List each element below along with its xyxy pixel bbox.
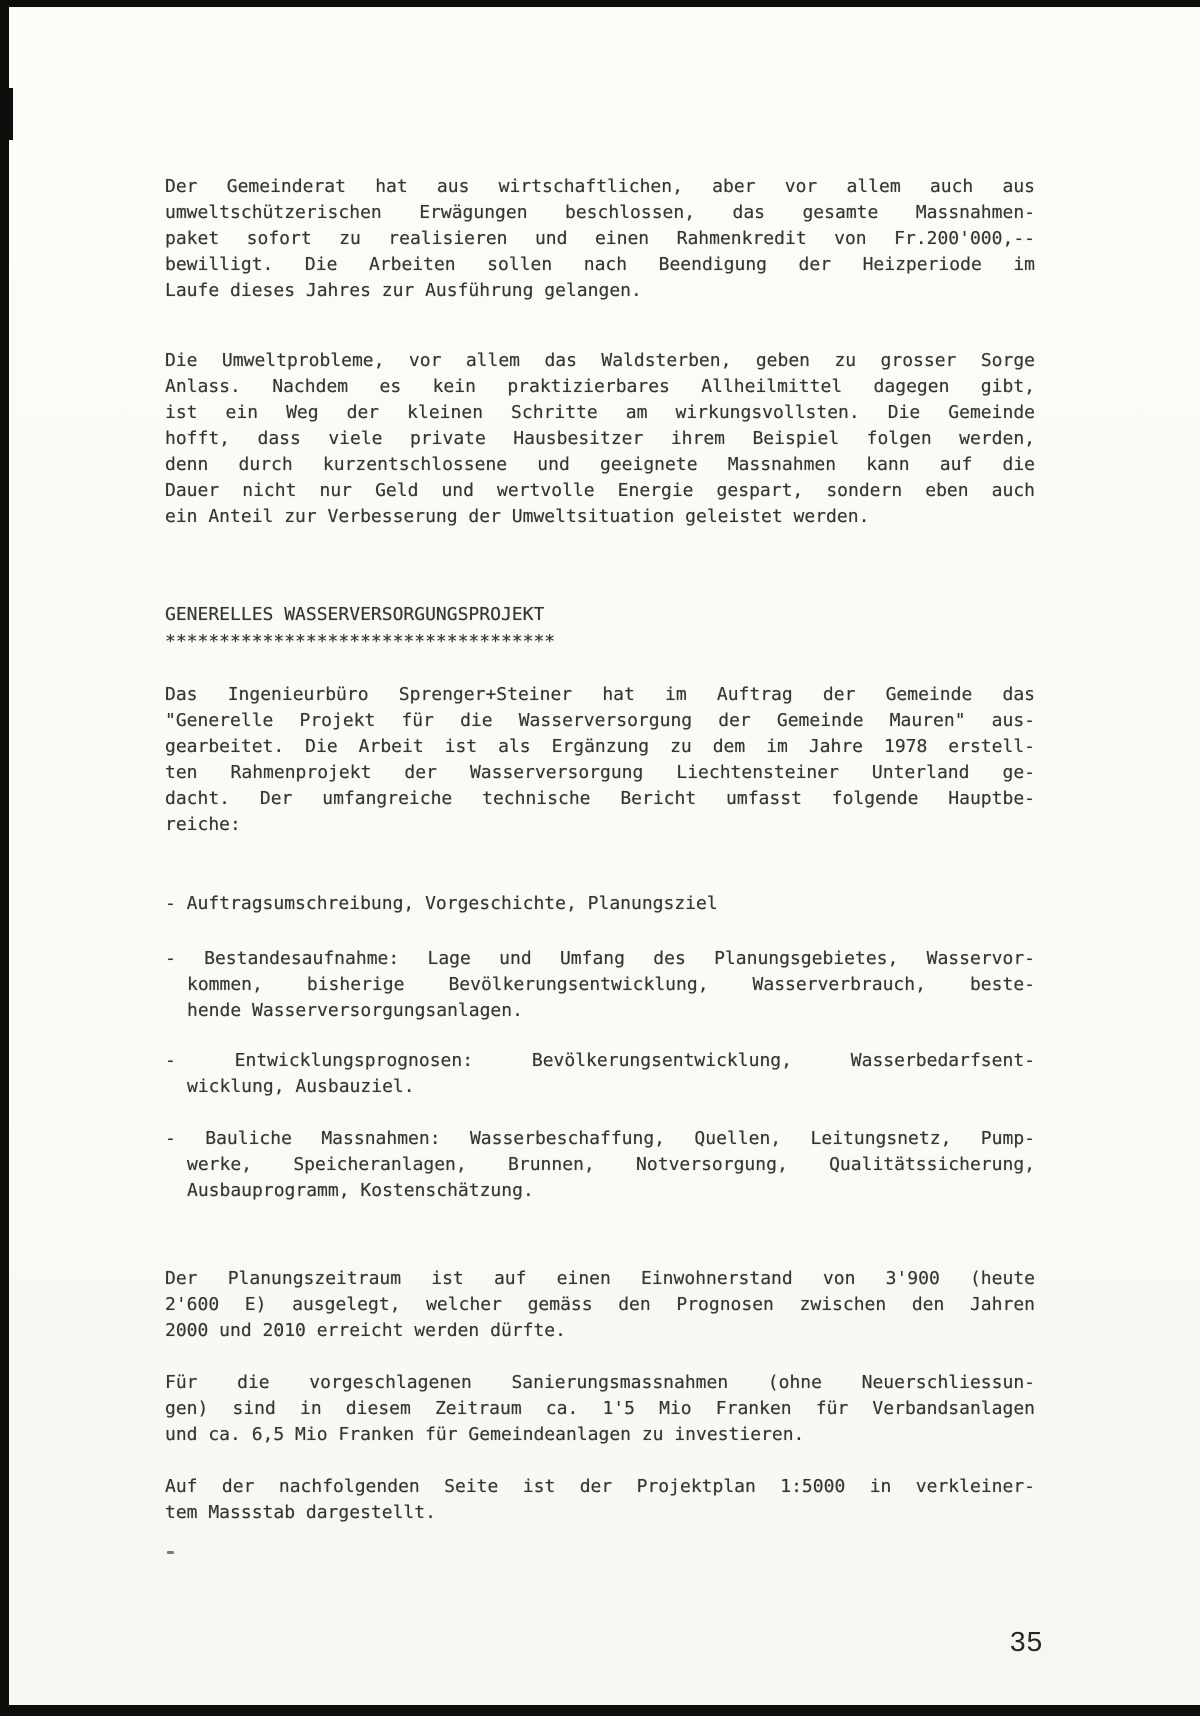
bullet-auftragsumschreibung [165, 891, 1035, 917]
paragraph-sanierungsmassnahmen [165, 1370, 1035, 1448]
text-line: - Bauliche Massnahmen: Wasserbeschaffung, Quellen, Leitungsnetz, Pump- [165, 1128, 1035, 1149]
text-line: gearbeitet. Die Arbeit ist als Ergänzung zu dem im Jahre 1978 erstell- [165, 736, 1035, 757]
text-line: Der Gemeinderat hat aus wirtschaftlichen, aber vor allem auch aus [165, 176, 1035, 197]
paragraph-umweltprobleme [165, 348, 1035, 530]
paragraph-ingenieurbuero [165, 682, 1035, 838]
text-line: paket sofort zu realisieren und einen Rahmenkredit von Fr.200'000,-- [165, 228, 1035, 249]
text-line: ist ein Weg der kleinen Schritte am wirkungsvollsten. Die Gemeinde [165, 402, 1035, 423]
text-line: dacht. Der umfangreiche technische Bericht umfasst folgende Hauptbe- [165, 788, 1035, 809]
text-line: bewilligt. Die Arbeiten sollen nach Beendigung der Heizperiode im [165, 254, 1035, 275]
paragraph-planungszeitraum [165, 1266, 1035, 1344]
text-line: tem Massstab dargestellt. [165, 1502, 436, 1523]
section-heading-underline: ************************************ [165, 631, 556, 652]
text-line: werke, Speicheranlagen, Brunnen, Notversorgung, Qualitätssicherung, [187, 1154, 1035, 1175]
text-line: Der Planungszeitraum ist auf einen Einwohnerstand von 3'900 (heute [165, 1268, 1035, 1289]
text-line: Ausbauprogramm, Kostenschätzung. [187, 1180, 534, 1201]
text-line: hofft, dass viele private Hausbesitzer ihrem Beispiel folgen werden, [165, 428, 1035, 449]
paragraph-projektplan [165, 1474, 1035, 1526]
text-line: Dauer nicht nur Geld und wertvolle Energie gespart, sondern eben auch [165, 480, 1035, 501]
scan-edge-left-notch [0, 88, 13, 140]
text-line: Die Umweltprobleme, vor allem das Waldsterben, geben zu grosser Sorge [165, 350, 1035, 371]
section-heading-title: GENERELLES WASSERVERSORGUNGSPROJEKT [165, 604, 545, 625]
text-line: - Entwicklungsprognosen: Bevölkerungsentwicklung, Wasserbedarfsent- [165, 1050, 1035, 1071]
bullet-bauliche-massnahmen [165, 1126, 1035, 1204]
text-line: reiche: [165, 814, 241, 835]
page-number: 35 [1010, 1626, 1044, 1657]
text-line: Für die vorgeschlagenen Sanierungsmassnahmen (ohne Neuerschliessun- [165, 1372, 1035, 1393]
paragraph-gemeinderat-beschluss [165, 174, 1035, 304]
text-line: - Bestandesaufnahme: Lage und Umfang des Planungsgebietes, Wasservor- [165, 948, 1035, 969]
scan-edge-bottom [0, 1705, 1200, 1716]
text-line: 2'600 E) ausgelegt, welcher gemäss den Prognosen zwischen den Jahren [165, 1294, 1035, 1315]
text-line: ein Anteil zur Verbesserung der Umweltsituation geleistet werden. [165, 506, 870, 527]
scan-edge-top [6, 0, 1200, 7]
text-line: umweltschützerischen Erwägungen beschlossen, das gesamte Massnahmen- [165, 202, 1035, 223]
text-line: Anlass. Nachdem es kein praktizierbares Allheilmittel dagegen gibt, [165, 376, 1035, 397]
scan-artifact-dash [167, 1551, 174, 1554]
text-line: "Generelle Projekt für die Wasserversorgung der Gemeinde Mauren" aus- [165, 710, 1035, 731]
text-line: Laufe dieses Jahres zur Ausführung gelangen. [165, 280, 642, 301]
text-line: Auf der nachfolgenden Seite ist der Projektplan 1:5000 in verkleiner- [165, 1476, 1035, 1497]
text-line: denn durch kurzentschlossene und geeignete Massnahmen kann auf die [165, 454, 1035, 475]
text-line: Das Ingenieurbüro Sprenger+Steiner hat im Auftrag der Gemeinde das [165, 684, 1035, 705]
text-line: kommen, bisherige Bevölkerungsentwicklung, Wasserverbrauch, beste- [187, 974, 1035, 995]
text-line: und ca. 6,5 Mio Franken für Gemeindeanlagen zu investieren. [165, 1424, 805, 1445]
text-line: gen) sind in diesem Zeitraum ca. 1'5 Mio Franken für Verbandsanlagen [165, 1398, 1035, 1419]
section-heading-block [165, 601, 1035, 655]
bullet-entwicklungsprognosen [165, 1048, 1035, 1100]
text-line: hende Wasserversorgungsanlagen. [187, 1000, 523, 1021]
bullet-bestandesaufnahme [165, 946, 1035, 1024]
scan-edge-left [0, 0, 9, 1716]
text-line: 2000 und 2010 erreicht werden dürfte. [165, 1320, 566, 1341]
text-line: wicklung, Ausbauziel. [187, 1076, 415, 1097]
text-line: ten Rahmenprojekt der Wasserversorgung Liechtensteiner Unterland ge- [165, 762, 1035, 783]
text-line: - Auftragsumschreibung, Vorgeschichte, Planungsziel [165, 893, 718, 914]
